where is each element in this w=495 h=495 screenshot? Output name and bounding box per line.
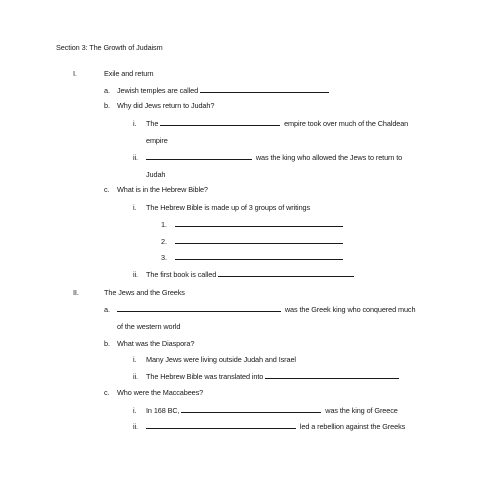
item-1c-letter: c. [104, 185, 110, 194]
item-2b-ii-text [146, 372, 399, 381]
section-1-numeral: I. [73, 69, 77, 78]
item-2a-continuation: of the western world [117, 322, 181, 331]
list-item-1 [161, 220, 343, 229]
item-1b-ii-continuation: Judah [146, 170, 166, 179]
item-2c-i-after: was the king of Greece [325, 406, 398, 415]
item-1b-i-continuation: empire [146, 136, 168, 145]
item-2a-after: was the Greek king who conquered much [284, 305, 416, 314]
item-1b-ii-numeral: ii. [133, 153, 138, 162]
item-1c-i-numeral: i. [133, 203, 137, 212]
item-1c-ii-before: The first book is called [146, 270, 217, 279]
item-1b-ii-after: was the king who allowed the Jews to return to [255, 153, 403, 162]
item-1b-i-text [146, 119, 408, 128]
item-2c-i-before: In 168 BC, [146, 406, 180, 415]
section-2-numeral: II. [73, 288, 79, 297]
item-1c-ii-numeral: ii. [133, 270, 138, 279]
item-2b-question: What was the Diaspora? [117, 339, 195, 348]
list-number: 3. [161, 253, 167, 262]
blank-line[interactable] [175, 253, 343, 260]
page-title: Section 3: The Growth of Judaism [56, 43, 163, 52]
item-1c-ii-text [146, 270, 354, 279]
item-2c-letter: c. [104, 388, 110, 397]
blank-line[interactable] [160, 119, 280, 126]
item-2b-ii-numeral: ii. [133, 372, 138, 381]
section-2-heading: The Jews and the Greeks [104, 288, 185, 297]
item-2b-letter: b. [104, 339, 110, 348]
item-1b-ii-text [146, 153, 402, 162]
item-2c-i-numeral: i. [133, 406, 137, 415]
item-1a-text [117, 86, 329, 95]
blank-line[interactable] [117, 305, 281, 312]
item-1b-letter: b. [104, 101, 110, 110]
blank-line[interactable] [175, 220, 343, 227]
item-1b-i-after: empire took over much of the Chaldean [284, 119, 409, 128]
item-2b-ii-before: The Hebrew Bible was translated into [146, 372, 264, 381]
item-2c-ii-text [146, 422, 405, 431]
item-1b-i-before: The [146, 119, 159, 128]
item-2c-i-text [146, 406, 398, 415]
item-1b-question: Why did Jews return to Judah? [117, 101, 215, 110]
blank-line[interactable] [181, 406, 321, 413]
item-1a-letter: a. [104, 86, 110, 95]
list-item-3 [161, 253, 343, 262]
blank-line[interactable] [175, 237, 343, 244]
item-2c-ii-after: led a rebellion against the Greeks [299, 422, 406, 431]
list-number: 2. [161, 237, 167, 246]
item-2b-i-numeral: i. [133, 355, 137, 364]
item-1b-i-numeral: i. [133, 119, 137, 128]
blank-line[interactable] [200, 86, 329, 93]
list-item-2 [161, 237, 343, 246]
item-2c-ii-numeral: ii. [133, 422, 138, 431]
item-2c-question: Who were the Maccabees? [117, 388, 204, 397]
item-1c-question: What is in the Hebrew Bible? [117, 185, 208, 194]
item-2b-i-text: Many Jews were living outside Judah and Israel [146, 355, 296, 364]
item-1a-before: Jewish temples are called [117, 86, 199, 95]
list-number: 1. [161, 220, 167, 229]
item-2a-text [117, 305, 415, 314]
blank-line[interactable] [146, 422, 296, 429]
section-1-heading: Exile and return [104, 69, 154, 78]
blank-line[interactable] [146, 153, 252, 160]
blank-line[interactable] [218, 270, 354, 277]
item-1c-i-text: The Hebrew Bible is made up of 3 groups of writings [146, 203, 311, 212]
blank-line[interactable] [265, 372, 399, 379]
item-2a-letter: a. [104, 305, 110, 314]
